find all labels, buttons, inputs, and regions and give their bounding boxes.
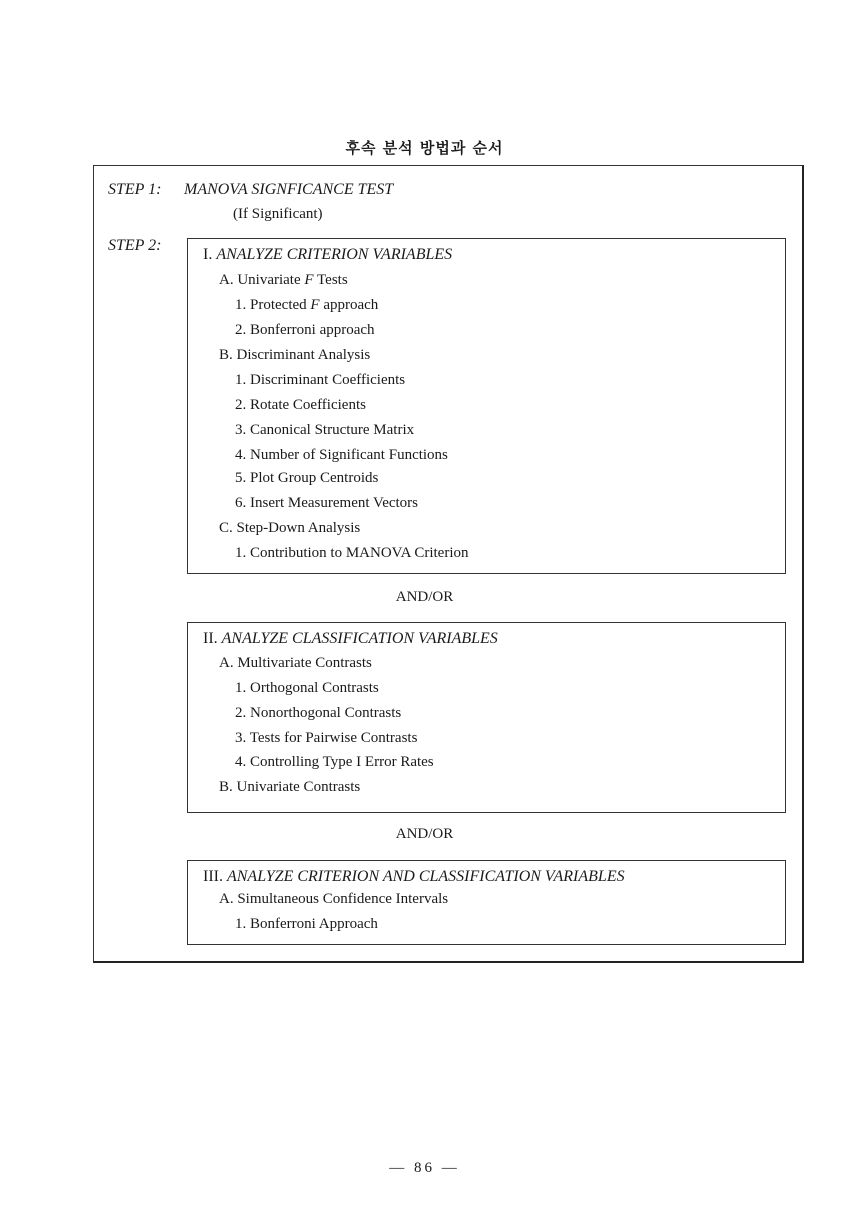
list-item: 2. Nonorthogonal Contrasts: [235, 705, 402, 721]
step2-label: STEP 2:: [108, 237, 162, 254]
list-item-text: Tests: [317, 272, 348, 288]
list-item: 4. Number of Significant Functions: [235, 447, 448, 463]
list-item: 1. Bonferroni Approach: [235, 916, 378, 932]
section-2-title: ANALYZE CLASSIFICATION VARIABLES: [221, 630, 498, 647]
list-item: A. Simultaneous Confidence Intervals: [219, 891, 449, 907]
section-3-heading: [203, 868, 625, 886]
list-item: C. Step-Down Analysis: [219, 520, 361, 536]
list-item: 4. Controlling Type I Error Rates: [235, 754, 434, 770]
list-item: 3. Tests for Pairwise Contrasts: [235, 730, 418, 746]
section-1-heading: [203, 246, 452, 264]
list-item: B. Discriminant Analysis: [219, 347, 371, 363]
page-number: — 86 —: [389, 1160, 460, 1176]
list-item: 5. Plot Group Centroids: [235, 470, 379, 486]
list-item-text: A. Univariate: [219, 272, 301, 288]
list-item: [235, 297, 378, 314]
list-item: B. Univariate Contrasts: [219, 779, 361, 795]
list-item-text: approach: [323, 297, 379, 313]
and-or-connector: AND/OR: [395, 826, 454, 842]
page-title: 후속 분석 방법과 순서: [345, 139, 504, 157]
section-3-numeral: III.: [203, 868, 223, 885]
list-item-text: 1. Protected: [235, 297, 307, 313]
list-item: A. Multivariate Contrasts: [219, 655, 372, 671]
list-item: [219, 272, 348, 289]
section-3-title: ANALYZE CRITERION AND CLASSIFICATION VARIABLES: [226, 868, 625, 885]
f-symbol: F: [304, 272, 314, 288]
section-1-numeral: I.: [203, 246, 213, 263]
step1-title: MANOVA SIGNFICANCE TEST: [184, 181, 394, 198]
list-item: 3. Canonical Structure Matrix: [235, 422, 415, 438]
and-or-connector: AND/OR: [395, 589, 454, 605]
list-item: 2. Rotate Coefficients: [235, 397, 366, 413]
section-2-numeral: II.: [203, 630, 218, 647]
section-2-heading: [203, 630, 498, 648]
f-symbol: F: [310, 297, 320, 313]
list-item: 2. Bonferroni approach: [235, 322, 375, 338]
list-item: 6. Insert Measurement Vectors: [235, 495, 419, 511]
list-item: 1. Orthogonal Contrasts: [235, 680, 379, 696]
section-1-title: ANALYZE CRITERION VARIABLES: [216, 246, 453, 263]
step1-note: (If Significant): [233, 206, 323, 222]
list-item: 1. Contribution to MANOVA Criterion: [235, 545, 469, 561]
step1-label: STEP 1:: [108, 181, 162, 198]
list-item: 1. Discriminant Coefficients: [235, 372, 406, 388]
